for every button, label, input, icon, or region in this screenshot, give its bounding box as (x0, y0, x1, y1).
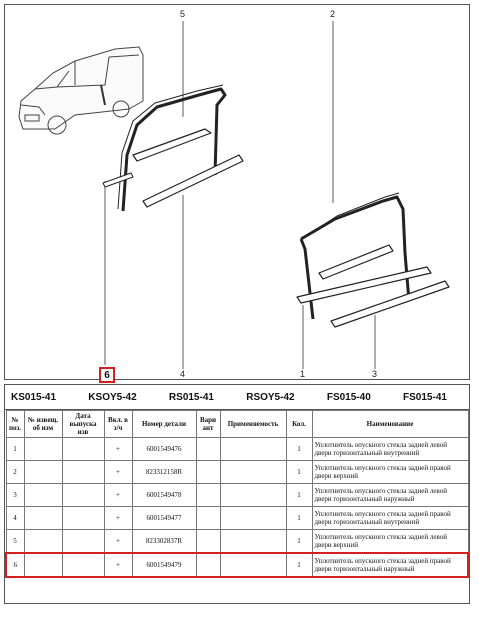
callout-number: 1 (300, 369, 306, 379)
callout-number: 3 (372, 369, 378, 379)
model-code: RSOY5-42 (246, 391, 295, 403)
name-cell: Уплотнитель опускного стекла задней правой двери горизонтальный внутренний (312, 507, 468, 530)
part-number-cell: 6001549477 (132, 507, 196, 530)
model-code: KS015-41 (11, 391, 57, 403)
table-row[interactable] (6, 484, 468, 507)
parts-table (5, 410, 469, 578)
header-cell: № поз. (6, 411, 24, 438)
header-cell: Номер детали (132, 411, 196, 438)
model-code: RS015-41 (168, 391, 214, 403)
table-header (6, 411, 468, 438)
table-row[interactable] (6, 461, 468, 484)
included-cell: + (104, 553, 132, 577)
part-number-cell: 6001549479 (132, 553, 196, 577)
model-code: FS015-41 (403, 391, 447, 403)
name-cell: Уплотнитель опускного стекла задней правой двери верхний (312, 461, 468, 484)
callout-number: 2 (330, 9, 336, 19)
selected-callout[interactable]: 6 (99, 367, 115, 383)
table-row-selected[interactable] (6, 553, 468, 577)
header-cell: Применяемость (220, 411, 286, 438)
table-row[interactable] (6, 530, 468, 554)
table-row[interactable] (6, 438, 468, 461)
name-cell: Уплотнитель опускного стекла задней левой двери горизонтальный наружный (312, 484, 468, 507)
included-cell: + (104, 530, 132, 554)
model-code: FS015-40 (326, 391, 371, 403)
header-cell: № извещ. об изм (24, 411, 62, 438)
name-cell: Уплотнитель опускного стекла задней правой двери горизонтальный наружный (312, 553, 468, 577)
qty-cell: 1 (286, 438, 312, 461)
part-number-cell: 6001549478 (132, 484, 196, 507)
pos-cell: 5 (6, 530, 24, 554)
qty-cell: 1 (286, 507, 312, 530)
pos-cell: 1 (6, 438, 24, 461)
part-number-cell: 823302837R (132, 530, 196, 554)
header-cell: Вкл. в з/ч (104, 411, 132, 438)
header-cell: Кол. (286, 411, 312, 438)
parts-table-panel (4, 384, 470, 604)
model-codes-row (5, 385, 469, 410)
header-cell: Вари ант (196, 411, 220, 438)
leader-lines (105, 21, 375, 369)
callout-number: 5 (180, 9, 186, 19)
pos-cell: 3 (6, 484, 24, 507)
included-cell: + (104, 507, 132, 530)
qty-cell: 1 (286, 553, 312, 577)
included-cell: + (104, 438, 132, 461)
parts-diagram (5, 5, 471, 381)
name-cell: Уплотнитель опускного стекла задней левой двери верхний (312, 530, 468, 554)
qty-cell: 1 (286, 530, 312, 554)
table-row[interactable] (6, 507, 468, 530)
model-code: KSOY5-42 (88, 391, 137, 403)
qty-cell: 1 (286, 461, 312, 484)
pos-cell: 6 (6, 553, 24, 577)
name-cell: Уплотнитель опускного стекла задней левой двери горизонтальный внутренний (312, 438, 468, 461)
callout-number: 4 (180, 369, 186, 379)
included-cell: + (104, 484, 132, 507)
seal-set-right (297, 193, 449, 327)
included-cell: + (104, 461, 132, 484)
part-number-cell: 6001549476 (132, 438, 196, 461)
diagram-panel (4, 4, 470, 380)
pos-cell: 4 (6, 507, 24, 530)
car-thumbnail (19, 47, 143, 134)
qty-cell: 1 (286, 484, 312, 507)
header-cell: Дата выпуска изв (62, 411, 104, 438)
pos-cell: 2 (6, 461, 24, 484)
header-cell: Наименование (312, 411, 468, 438)
part-number-cell: 823312158R (132, 461, 196, 484)
